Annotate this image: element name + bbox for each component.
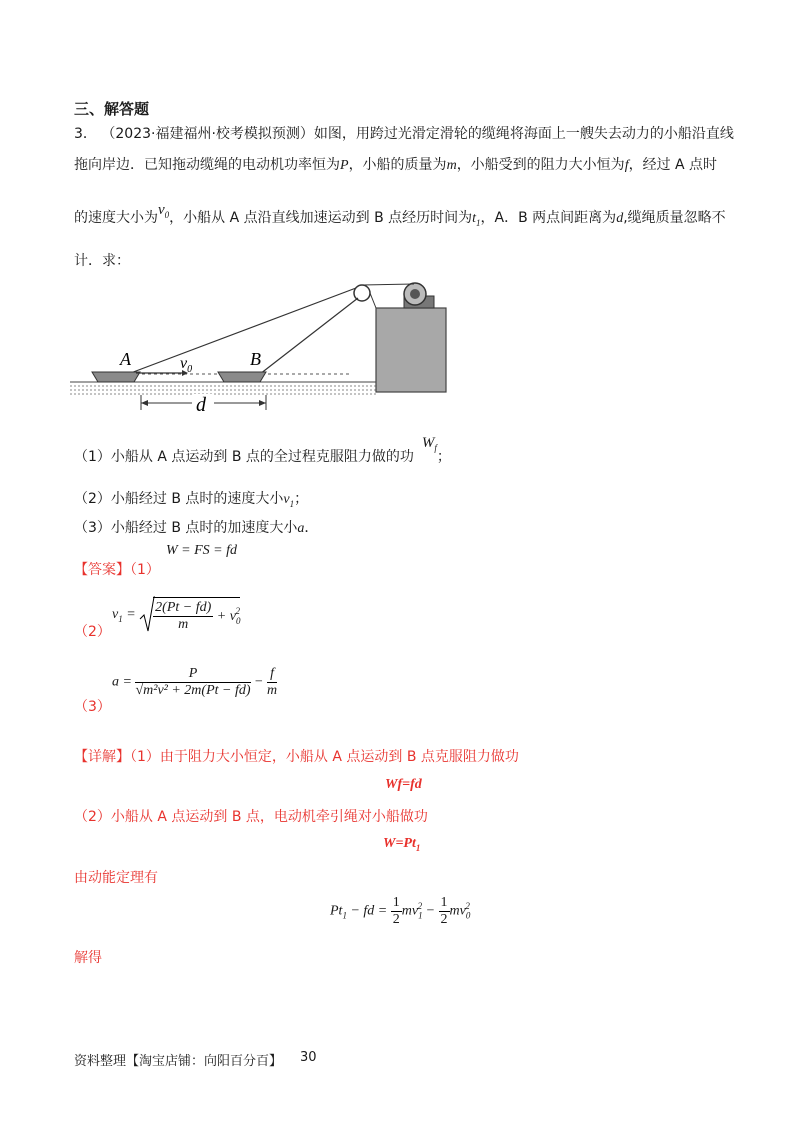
var-d: d xyxy=(616,211,624,226)
detail-label: 【详解】 xyxy=(74,749,130,765)
question-text-2a: 拖向岸边．已知拖动缆绳的电动机功率恒为 xyxy=(74,157,340,173)
answer-2-lhs-letter: v xyxy=(112,607,119,623)
eq3-half-1-den: 2 xyxy=(392,912,400,927)
answer-2-num: 2(Pt − fd) xyxy=(155,600,212,615)
detail-eq-3 xyxy=(330,895,470,928)
detail-4: 解得 xyxy=(74,950,102,966)
eq3-half-1-num: 1 xyxy=(392,895,400,910)
dim-arrow-left xyxy=(141,400,148,406)
sub-question-1 xyxy=(74,435,451,467)
eq3-left: Pt xyxy=(330,903,343,919)
var-f: f xyxy=(624,158,629,173)
eq3-half-1 xyxy=(391,895,402,928)
detail-1 xyxy=(74,746,519,766)
boat-pulley-figure xyxy=(70,272,450,422)
var-v1-letter: v xyxy=(283,492,290,507)
eq3-half-2 xyxy=(439,895,450,928)
question-line-1 xyxy=(74,123,734,143)
answer-2-formula: $v_1$ = $\frac{2(Pt - fd)}{m}$ + $v_0^2$ xyxy=(112,595,240,635)
answer-3-prefix-text: （3） xyxy=(74,699,111,715)
shore-platform xyxy=(376,308,446,392)
answer-1 xyxy=(74,559,160,579)
answer-2-den: m xyxy=(178,617,189,632)
detail-eq-2-sub: 1 xyxy=(415,842,421,853)
sub-question-3-text: （3）小船经过 B 点时的加速度大小 xyxy=(74,520,298,536)
answer-label: 【答案】 xyxy=(74,562,130,578)
answer-2-lhs-sub: 1 xyxy=(118,614,123,625)
question-text-3c: ，A．B 两点间距离为 xyxy=(480,210,617,226)
label-B: B xyxy=(250,349,261,369)
var-a: a xyxy=(297,521,305,536)
pulley-support xyxy=(370,293,376,308)
answer-1-prefix: （1） xyxy=(130,562,160,578)
detail-eq-2 xyxy=(383,836,420,853)
var-v1 xyxy=(283,492,294,507)
var-Wf-letter: W xyxy=(421,435,435,451)
var-Wf-sub: f xyxy=(434,443,437,453)
cable-top xyxy=(362,284,414,285)
section-heading: 三、解答题 xyxy=(74,100,150,118)
var-v0 xyxy=(158,202,169,218)
cable-to-B xyxy=(260,298,358,374)
answer-2-tail xyxy=(216,606,241,626)
sea-surface xyxy=(70,382,378,394)
answer-2-fraction xyxy=(153,600,213,633)
var-t1-letter: t xyxy=(472,211,477,226)
footer-source: 资料整理【淘宝店铺：向阳百分百】 xyxy=(74,1054,283,1069)
sub-question-1-text: （1）小船从 A 点运动到 B 点的全过程克服阻力做的功 xyxy=(74,449,414,465)
boat-B xyxy=(218,372,266,382)
answer-3-fden: m xyxy=(266,683,278,698)
question-source: （2023·福建福州·校考模拟预测） xyxy=(101,126,314,142)
boat-A xyxy=(92,372,140,382)
detail-eq-1: Wf=fd xyxy=(385,777,422,792)
answer-2-tail-sup: 2 xyxy=(235,606,240,617)
question-text-1: 如图，用跨过光滑定滑轮的缆绳将海面上一艘失去动力的小船沿直线 xyxy=(313,126,734,142)
motor xyxy=(404,283,434,308)
sub-question-3-end: ． xyxy=(304,520,319,536)
answer-3-num: P xyxy=(135,666,250,683)
answer-2-tail-sub: 0 xyxy=(235,615,241,626)
eq3-left-sub: 1 xyxy=(342,910,347,921)
var-v0-letter: v xyxy=(158,202,165,218)
var-Wf xyxy=(422,435,437,451)
label-v0 xyxy=(180,355,192,375)
detail-3: 由动能定理有 xyxy=(74,870,158,886)
question-text-2b: ，小船的质量为 xyxy=(348,157,447,173)
answer-2-tail-text: + v xyxy=(216,608,236,624)
sqrt-body xyxy=(153,597,240,633)
var-P: P xyxy=(340,158,349,173)
answer-3-fraction xyxy=(135,666,250,699)
answer-3-formula xyxy=(112,666,277,699)
var-m: m xyxy=(446,158,457,173)
sqrt-mark-3: √ xyxy=(135,683,144,698)
page-number: 30 xyxy=(300,1050,317,1065)
label-v0-letter: v xyxy=(180,355,188,372)
var-t1-sub: 1 xyxy=(476,217,481,228)
cable-to-A xyxy=(128,288,356,374)
label-A: A xyxy=(120,349,131,369)
sub-question-3 xyxy=(74,517,318,537)
detail-eq-2-text: W=Pt xyxy=(383,836,416,851)
var-v0-sub: 0 xyxy=(164,210,170,220)
answer-3-lhs: a = xyxy=(112,674,132,690)
detail-1-text: （1）由于阻力大小恒定，小船从 A 点运动到 B 点克服阻力做功 xyxy=(130,749,519,765)
answer-3-minus: − xyxy=(254,674,264,690)
eq3-minus: − xyxy=(422,903,439,919)
label-v0-sub: 0 xyxy=(187,364,193,375)
answer-2-prefix-text: （2） xyxy=(74,624,111,640)
question-text-3e: ,缆绳质量忽略不 xyxy=(623,210,726,226)
var-t1 xyxy=(472,211,480,226)
question-line-2 xyxy=(74,154,717,174)
question-text-3a: 的速度大小为 xyxy=(74,210,158,226)
eq3-half-2-num: 1 xyxy=(440,895,448,910)
eq3-v0-sq: 2 xyxy=(465,901,470,912)
answer-1-formula: W = FS = fd xyxy=(166,543,237,558)
label-d: d xyxy=(196,394,206,416)
sub-question-2-end: ； xyxy=(294,491,309,507)
sub-question-1-end: ； xyxy=(436,449,451,465)
dim-arrow-right xyxy=(259,400,266,406)
sub-question-2 xyxy=(74,488,308,509)
var-v1-sub: 1 xyxy=(289,498,295,509)
eq3-v1-sq: 2 xyxy=(417,901,423,912)
eq3-half-2-den: 2 xyxy=(440,912,448,927)
answer-3-fnum: f xyxy=(267,666,277,683)
eq3-mv-2: mv xyxy=(449,903,466,919)
eq3-mid: − fd = xyxy=(346,903,391,919)
answer-3-den xyxy=(135,683,250,699)
eq3-v1-sub: 1 xyxy=(418,910,423,921)
question-text-2d: ，经过 A 点时 xyxy=(628,157,718,173)
question-line-4: 计．求： xyxy=(74,253,130,269)
answer-2-lhs xyxy=(112,607,123,625)
question-text-3b: ，小船从 A 点沿直线加速运动到 B 点经历时间为 xyxy=(169,210,473,226)
question-number: 3． xyxy=(74,126,97,142)
eq3-v0-sub: 0 xyxy=(465,910,471,921)
sub-question-2-text: （2）小船经过 B 点时的速度大小 xyxy=(74,491,284,507)
answer-3-den-text: m²v² + 2m(Pt − fd) xyxy=(143,683,251,698)
answer-3-f-fraction xyxy=(267,666,277,699)
answer-3-prefix xyxy=(74,696,111,716)
question-line-3 xyxy=(74,202,726,228)
detail-2: （2）小船从 A 点运动到 B 点，电动机牵引绳对小船做功 xyxy=(74,809,428,825)
eq3-mv-1: mv xyxy=(401,903,419,919)
question-text-2c: ，小船受到的阻力大小恒为 xyxy=(456,157,625,173)
answer-2-prefix xyxy=(74,621,111,641)
